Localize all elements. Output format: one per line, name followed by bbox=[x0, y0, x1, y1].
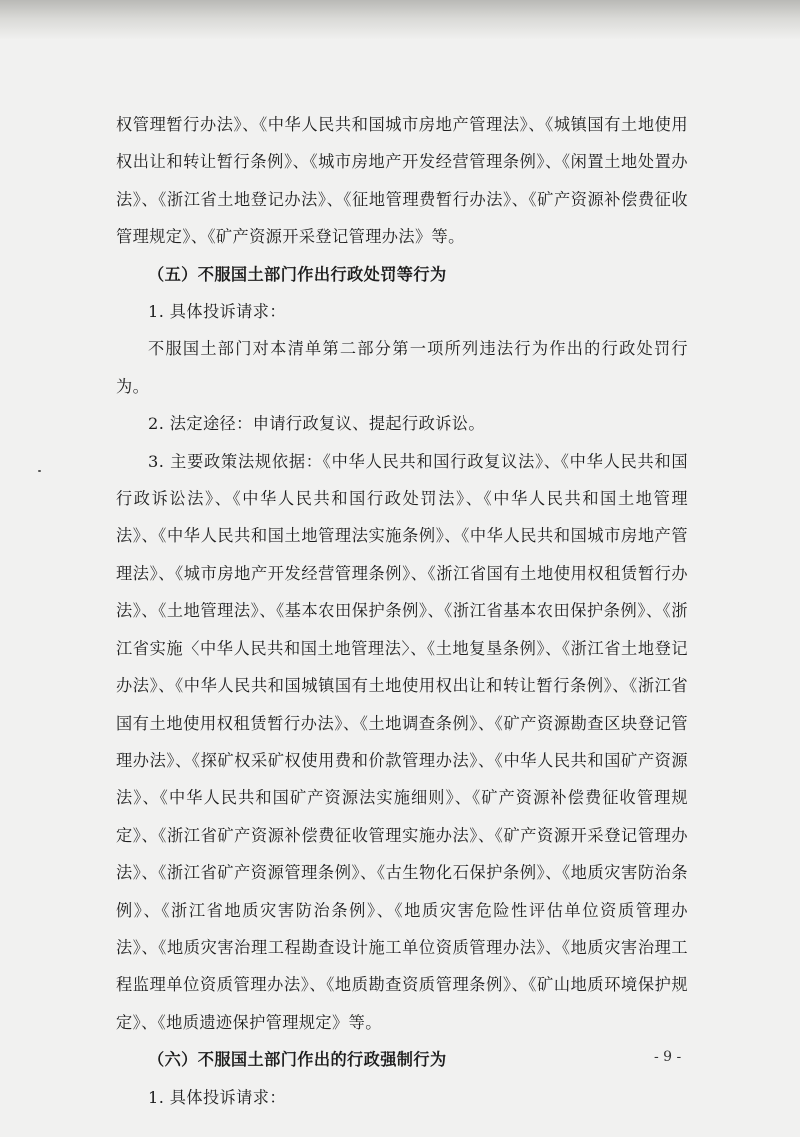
item-legal-basis: 3. 主要政策法规依据：《中华人民共和国行政复议法》、《中华人民共和国行政诉讼法》、《中华人民共和国行政处罚法》、《中华人民共和国土地管理法》、《中华人民共和国土地管理法实施条例》、《中华人民共和国城市房地产管理法》、《城市房地产开发经营管理条例》、《浙江省国有土地使用权租赁暂行办法》、《土地管理法》、《基本农田保护条例》、《浙江省基本农田保护条例》、《浙江省实施〈中华人民共和国土地管理法〉、《土地复垦条例》、《浙江省土地登记办法》、《中华人民共和国城镇国有土地使用权出让和转让暂行条例》、《浙江省国有土地使用权租赁暂行办法》、《土地调查条例》、《矿产资源勘查区块登记管理办法》、《探矿权采矿权使用费和价款管理办法》、《中华人民共和国矿产资源法》、《中华人民共和国矿产资源法实施细则》、《矿产资源补偿费征收管理规定》、《浙江省矿产资源补偿费征收管理实施办法》、《矿产资源开采登记管理办法》、《浙江省矿产资源管理条例》、《古生物化石保护条例》、《地质灾害防治条例》、《浙江省地质灾害防治条例》、《地质灾害危险性评估单位资质管理办法》、《地质灾害治理工程勘查设计施工单位资质管理办法》、《地质灾害治理工程监理单位资质管理办法》、《地质勘查资质管理条例》、《矿山地质环境保护规定》、《地质遗迹保护管理规定》等。 bbox=[116, 451, 688, 1032]
item-complaint-detail: 不服国土部门对本清单第二部分第一项所列违法行为作出的行政处罚行为。 bbox=[116, 339, 688, 396]
item-legal-channel: 2. 法定途径：申请行政复议、提起行政诉讼。 bbox=[148, 414, 485, 434]
item-complaint-request-6: 1. 具体投诉请求： bbox=[148, 1087, 286, 1107]
item-complaint-request: 1. 具体投诉请求： bbox=[148, 302, 286, 322]
scan-speck bbox=[38, 470, 41, 472]
scan-top-edge bbox=[0, 0, 800, 40]
page-number: - 9 - bbox=[654, 1049, 682, 1065]
document-body bbox=[116, 106, 688, 1116]
paragraph-continuation: 权管理暂行办法》、《中华人民共和国城市房地产管理法》、《城镇国有土地使用权出让和转让暂行条例》、《城市房地产开发经营管理条例》、《闲置土地处置办法》、《浙江省土地登记办法》、《征地管理费暂行办法》、《矿产资源补偿费征收管理规定》、《矿产资源开采登记管理办法》等。 bbox=[116, 115, 688, 247]
section-heading-5: （五）不服国土部门作出行政处罚等行为 bbox=[148, 264, 447, 284]
section-heading-6: （六）不服国土部门作出的行政强制行为 bbox=[148, 1050, 447, 1070]
